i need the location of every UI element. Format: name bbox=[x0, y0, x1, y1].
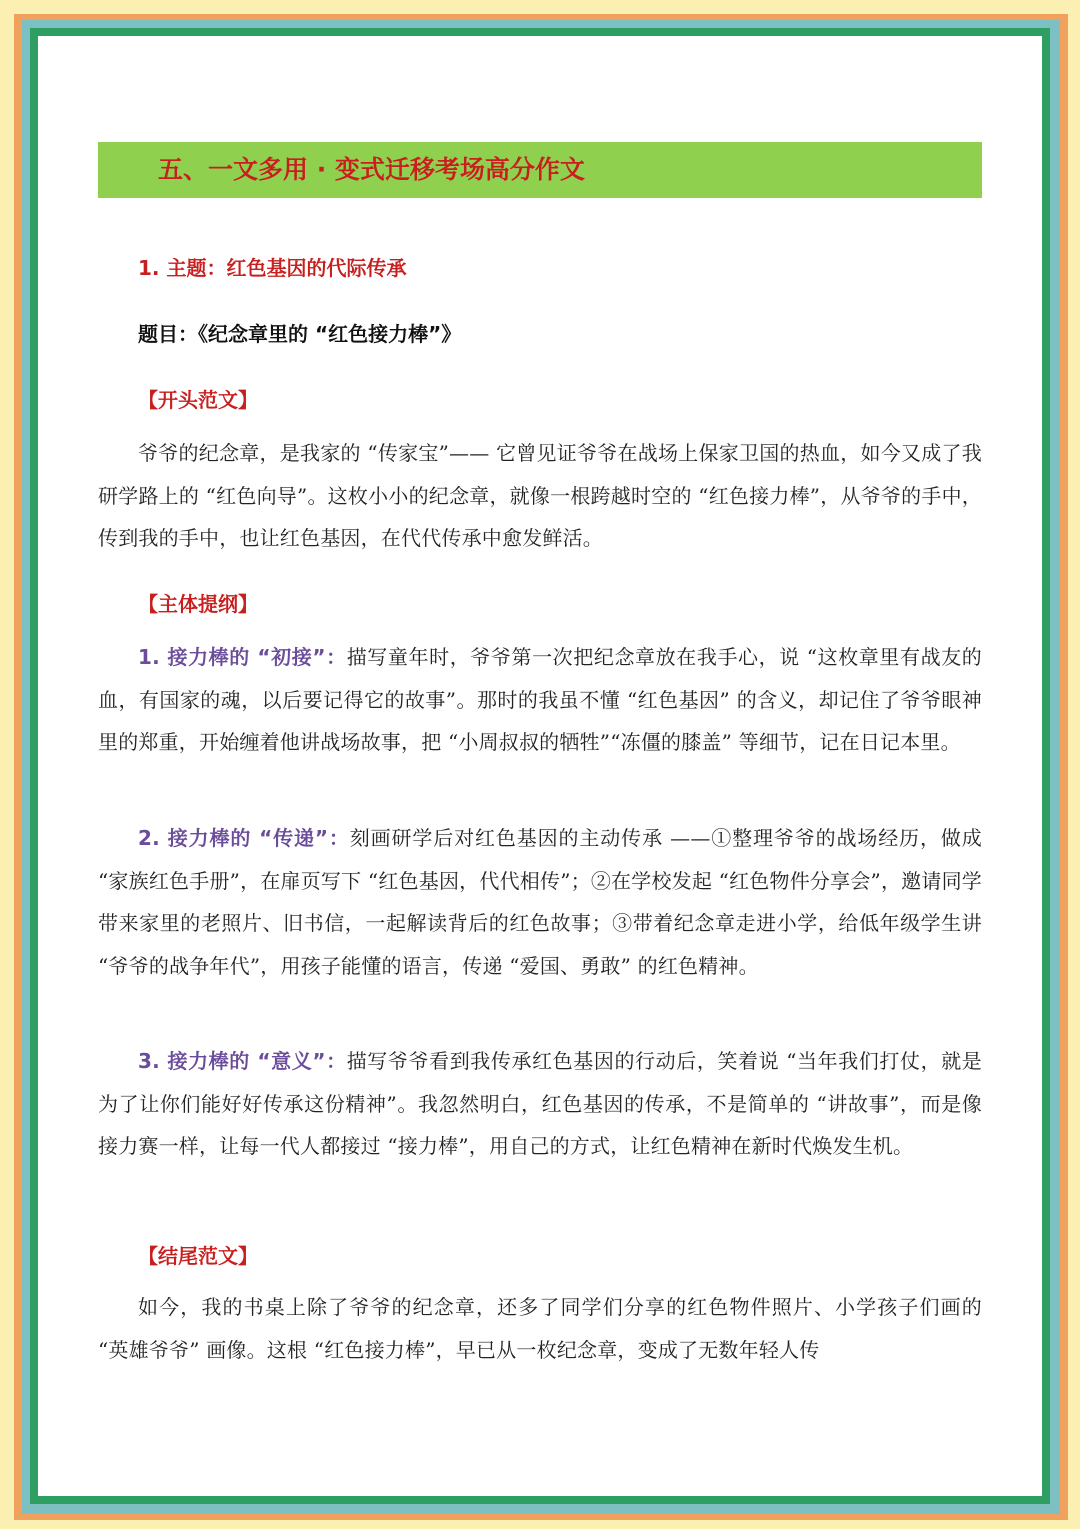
banner-title: 五、一文多用 · 变式迁移考场高分作文 bbox=[158, 155, 585, 184]
theme-heading: 1. 主题：红色基因的代际传承 bbox=[138, 256, 407, 280]
outline-item-3 bbox=[98, 1040, 982, 1168]
body-outline-label: 【主体提纲】 bbox=[138, 592, 258, 616]
outline-item-1-text: 描写童年时，爷爷第一次把纪念章放在我手心，说 “这枚章里有战友的血，有国家的魂，以后要记得它的故事”。那时的我虽不懂 “红色基因” 的含义，却记住了爷爷眼神里的郑重，开始缠着他讲战场故事，把 “小周叔叔的牺牲”“冻僵的膝盖” 等细节，记在日记本里。 bbox=[98, 645, 982, 754]
section-banner bbox=[98, 142, 982, 198]
opening-label: 【开头范文】 bbox=[138, 388, 258, 412]
page-content bbox=[38, 36, 1042, 1496]
outline-item-2-lead: 2. 接力棒的 “传递”： bbox=[138, 826, 350, 850]
outline-item-3-text: 描写爷爷看到我传承红色基因的行动后，笑着说 “当年我们打仗，就是为了让你们能好好传承这份精神”。我忽然明白，红色基因的传承，不是简单的 “讲故事”，而是像接力赛一样，让每一代人都接过 “接力棒”，用自己的方式，让红色精神在新时代焕发生机。 bbox=[98, 1049, 982, 1158]
outline-item-2 bbox=[98, 817, 982, 987]
outline-item-1 bbox=[98, 636, 982, 764]
outline-item-1-lead: 1. 接力棒的 “初接”： bbox=[138, 645, 347, 669]
ending-paragraph: 如今，我的书桌上除了爷爷的纪念章，还多了同学们分享的红色物件照片、小学孩子们画的 “英雄爷爷” 画像。这根 “红色接力棒”，早已从一枚纪念章，变成了无数年轻人传 bbox=[98, 1295, 982, 1362]
outline-item-3-lead: 3. 接力棒的 “意义”： bbox=[138, 1049, 347, 1073]
essay-topic: 题目：《纪念章里的 “红色接力棒”》 bbox=[138, 322, 462, 346]
outline-item-2-text: 刻画研学后对红色基因的主动传承 ——①整理爷爷的战场经历，做成 “家族红色手册”，在扉页写下 “红色基因，代代相传”；②在学校发起 “红色物件分享会”，邀请同学带来家里的老照片、旧书信，一起解读背后的红色故事；③带着纪念章走进小学，给低年级学生讲 “爷爷的战争年代”，用孩子能懂的语言，传递 “爱国、勇敢” 的红色精神。 bbox=[98, 826, 982, 978]
opening-paragraph: 爷爷的纪念章，是我家的 “传家宝”—— 它曾见证爷爷在战场上保家卫国的热血，如今又成了我研学路上的 “红色向导”。这枚小小的纪念章，就像一根跨越时空的 “红色接力棒”，从爷爷的手中，传到我的手中，也让红色基因，在代代传承中愈发鲜活。 bbox=[98, 441, 982, 550]
ending-label: 【结尾范文】 bbox=[138, 1244, 258, 1268]
